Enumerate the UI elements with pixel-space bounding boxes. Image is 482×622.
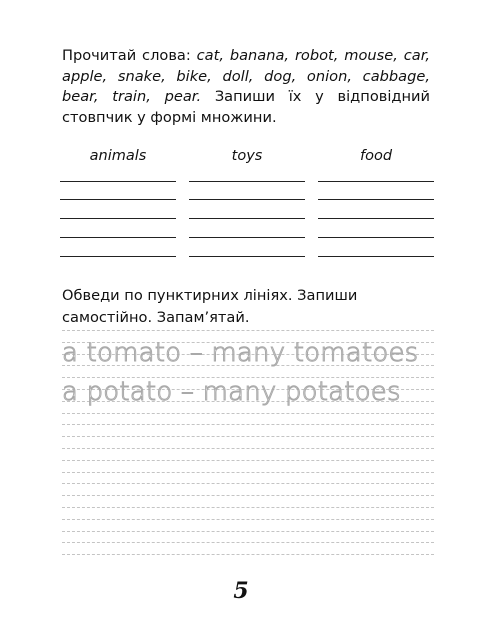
- answer-line[interactable]: [60, 199, 176, 200]
- word-item: car,: [403, 47, 431, 64]
- handwriting-guide-line: [62, 460, 434, 461]
- answer-line[interactable]: [60, 256, 176, 257]
- answer-line[interactable]: [189, 181, 305, 182]
- answer-line[interactable]: [189, 218, 305, 219]
- answer-line[interactable]: [318, 256, 434, 257]
- word-item: dog,: [264, 67, 297, 85]
- task1-text: [62, 46, 430, 128]
- word-item: train,: [112, 88, 151, 106]
- handwriting-guide-line: [62, 448, 434, 449]
- handwriting-guide-line: [62, 542, 434, 543]
- trace-phrase[interactable]: a tomato – many tomatoes: [62, 338, 419, 368]
- handwriting-guide-line: [62, 554, 434, 555]
- word-item: snake,: [117, 67, 166, 85]
- answer-line[interactable]: [318, 218, 434, 219]
- handwriting-guide-line: [62, 507, 434, 508]
- task1-intro: Прочитай слова:: [62, 47, 197, 64]
- answer-line[interactable]: [60, 181, 176, 182]
- answer-line[interactable]: [318, 237, 434, 238]
- handwriting-guide-line: [62, 495, 434, 496]
- word-item: doll,: [222, 67, 254, 85]
- handwriting-guide-line: [62, 472, 434, 473]
- handwriting-guide-line: [62, 531, 434, 532]
- task2-text: Обведи по пунктирних лініях. Запиши самостійно. Запам’ятай.: [62, 287, 358, 326]
- answer-line[interactable]: [60, 218, 176, 219]
- column-header-toys: toys: [231, 148, 263, 164]
- word-item: banana,: [229, 47, 290, 64]
- word-item: mouse,: [344, 47, 398, 64]
- handwriting-guide-line: [62, 424, 434, 425]
- word-item: apple,: [62, 67, 108, 85]
- column-header-food: food: [359, 148, 393, 164]
- answer-line[interactable]: [318, 181, 434, 182]
- handwriting-guide-line: [62, 413, 434, 414]
- word-item: bear,: [62, 88, 99, 106]
- column-header-animals: animals: [89, 148, 147, 164]
- word-item: onion,: [306, 67, 352, 85]
- handwriting-guide-line: [62, 436, 434, 437]
- word-item: cabbage,: [362, 67, 430, 85]
- handwriting-guide-line: [62, 519, 434, 520]
- word-item: cat,: [196, 47, 224, 64]
- word-item: pear.: [164, 88, 202, 106]
- answer-line[interactable]: [189, 199, 305, 200]
- page-number: 5: [233, 578, 249, 604]
- answer-line[interactable]: [60, 237, 176, 238]
- trace-phrase[interactable]: a potato – many potatoes: [62, 377, 401, 407]
- answer-line[interactable]: [189, 256, 305, 257]
- task1-instruction: Запиши їх у відповідний стовпчик у формі множини.: [62, 88, 431, 126]
- handwriting-guide-line: [62, 483, 434, 484]
- word-item: robot,: [294, 47, 339, 64]
- answer-line[interactable]: [189, 237, 305, 238]
- answer-line[interactable]: [318, 199, 434, 200]
- word-item: bike,: [176, 67, 212, 85]
- handwriting-guide-line: [62, 330, 434, 331]
